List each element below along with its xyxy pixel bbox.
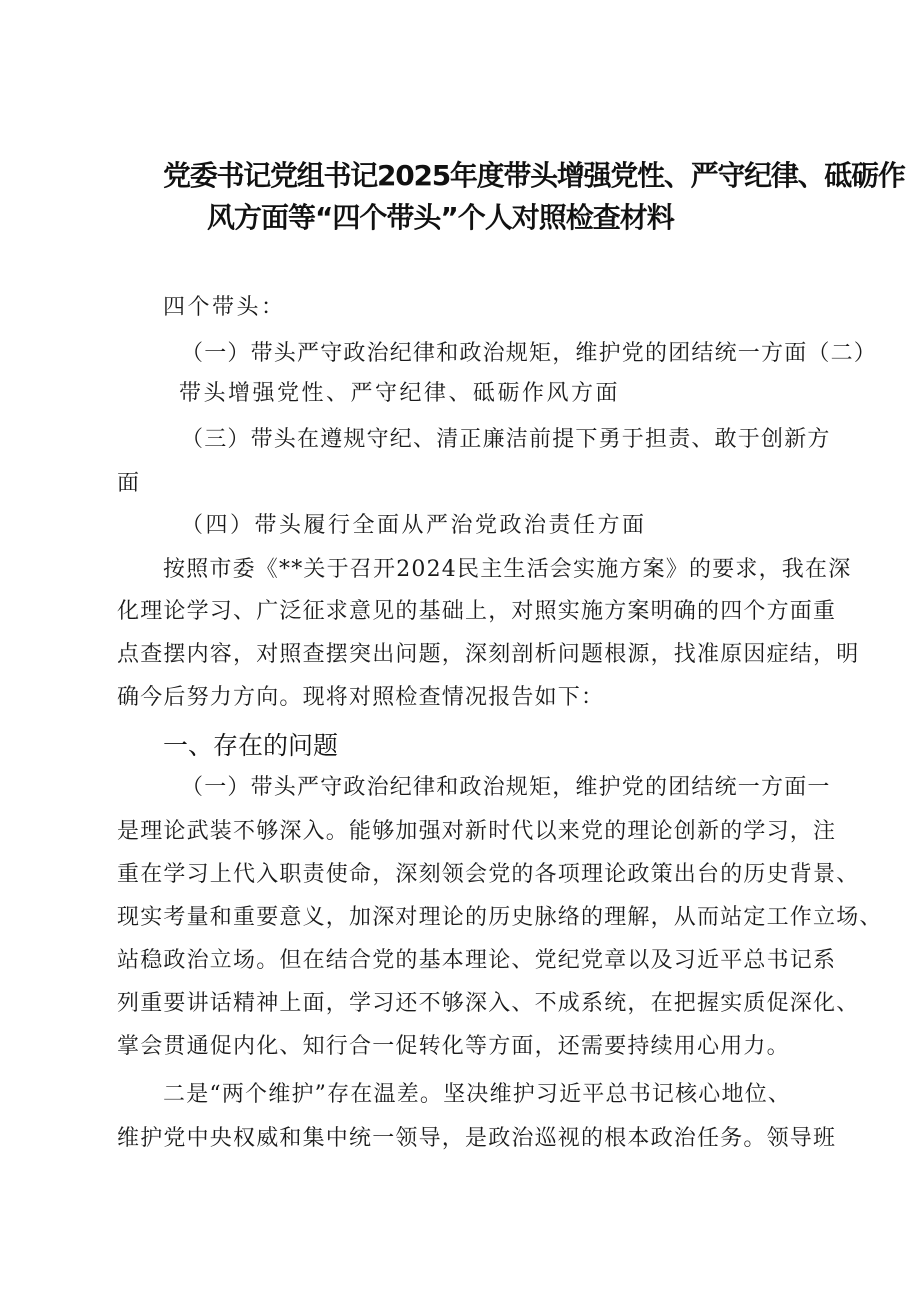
list-item: 带头增强党性、严守纪律、砥砺作风方面 — [179, 381, 621, 406]
list-item: （三）带头在遵规守纪、清正廉洁前提下勇于担责、敢于创新方 — [181, 427, 831, 452]
list-item: 面 — [117, 471, 142, 496]
paragraph-line: 维护党中央权威和集中统一领导，是政治巡视的根本政治任务。领导班 — [117, 1126, 837, 1151]
paragraph-line: 按照市委《**关于召开2024民主生活会实施方案》的要求，我在深 — [163, 557, 852, 582]
document-title-line-2: 风方面等“四个带头”个人对照检查材料 — [207, 201, 674, 234]
paragraph-line: 重在学习上代入职责使命，深刻领会党的各项理论政策出台的历史背景、 — [117, 862, 860, 887]
paragraph-line: 二是“两个维护”存在温差。坚决维护习近平总书记核心地位、 — [163, 1082, 792, 1107]
list-item: （四）带头履行全面从严治党政治责任方面 — [181, 513, 647, 538]
intro-label: 四个带头： — [163, 295, 286, 320]
paragraph-line: 确今后努力方向。现将对照检查情况报告如下： — [117, 685, 605, 710]
paragraph-line: 点查摆内容，对照查摆突出问题，深刻剖析问题根源，找准原因症结，明 — [117, 642, 860, 667]
paragraph-line: 是理论武装不够深入。能够加强对新时代以来党的理论创新的学习，注 — [117, 819, 837, 844]
paragraph-line: （一）带头严守政治纪律和政治规矩，维护党的团结统一方面一 — [181, 775, 831, 800]
document-title-line-1: 党委书记党组书记2025年度带头增强党性、严守纪律、砥砺作 — [163, 159, 905, 192]
list-item: （一）带头严守政治纪律和政治规矩，维护党的团结统一方面（二） — [181, 341, 878, 366]
paragraph-line: 现实考量和重要意义，加深对理论的历史脉络的理解，从而站定工作立场、 — [117, 905, 883, 930]
paragraph-line: 掌会贯通促内化、知行合一促转化等方面，还需要持续用心用力。 — [117, 1034, 790, 1059]
paragraph-line: 站稳政治立场。但在结合党的基本理论、党纪党章以及习近平总书记系 — [117, 948, 837, 973]
paragraph-line: 列重要讲话精神上面，学习还不够深入、不成系统，在把握实质促深化、 — [117, 991, 860, 1016]
section-heading: 一、存在的问题 — [163, 731, 339, 760]
paragraph-line: 化理论学习、广泛征求意见的基础上，对照实施方案明确的四个方面重 — [117, 599, 837, 624]
